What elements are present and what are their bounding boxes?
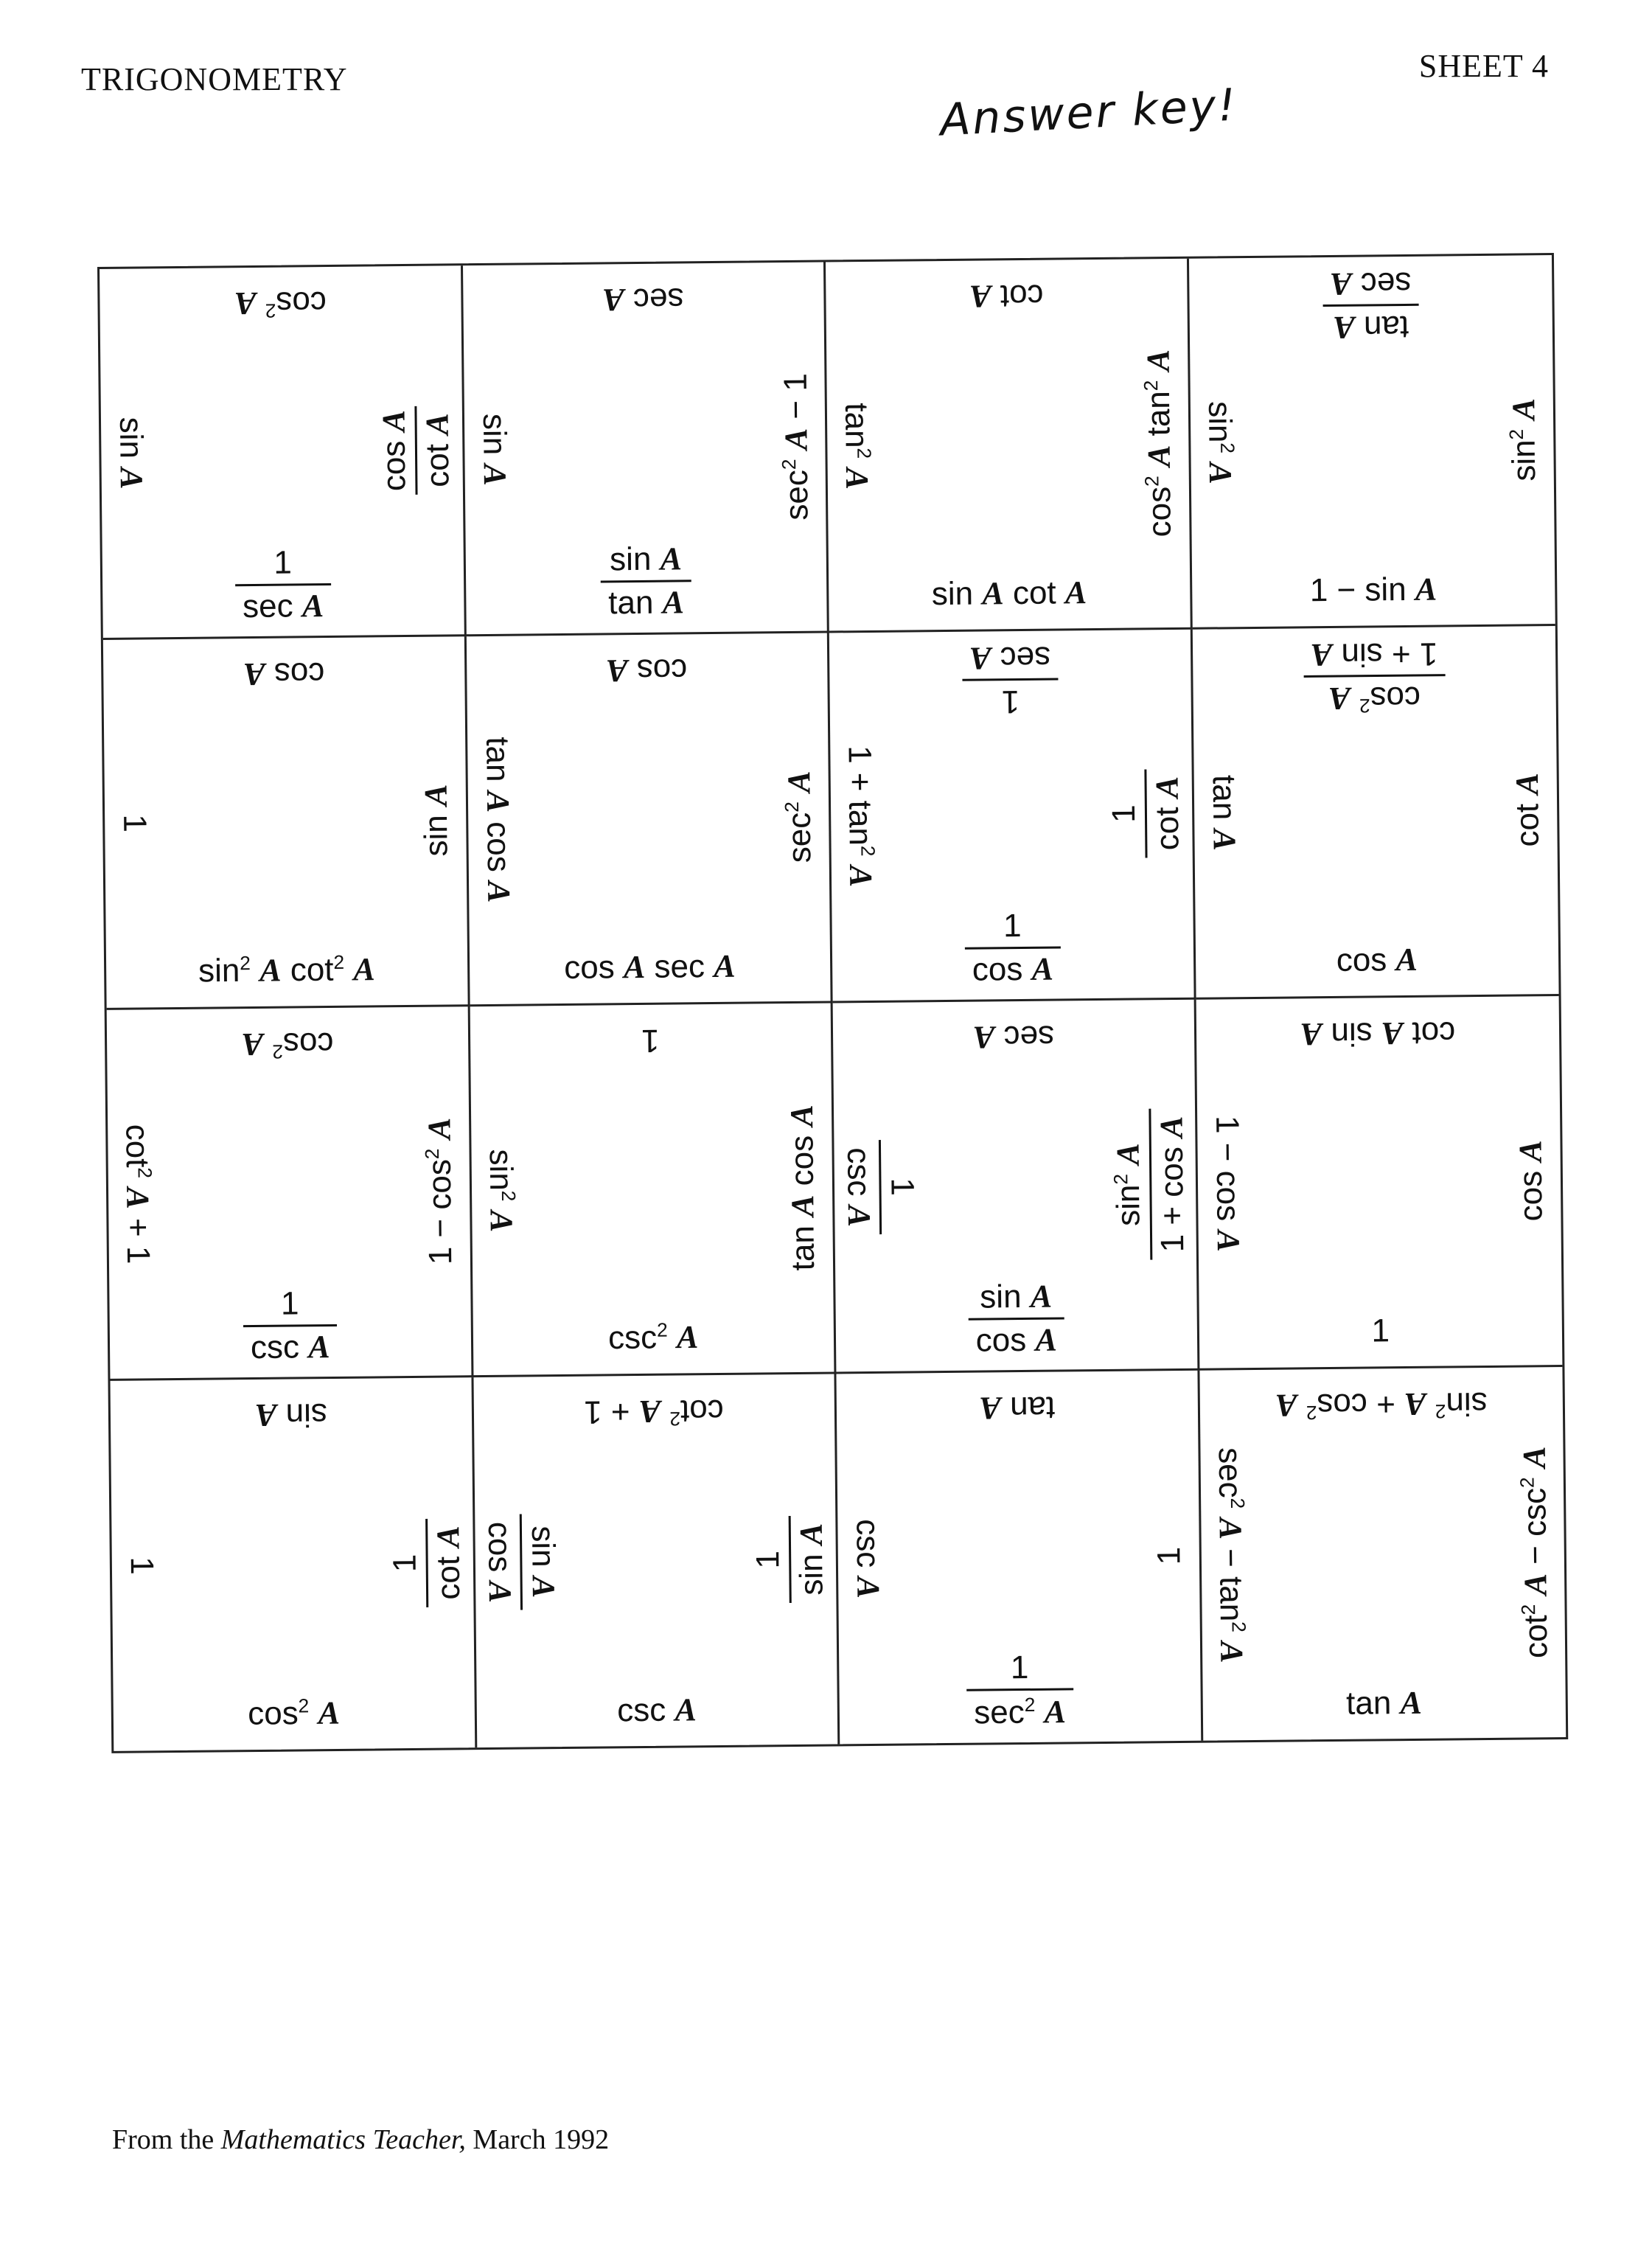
cell-right-expression bbox=[1108, 769, 1185, 858]
cell-right-expression: $\sec^2 A - 1$ bbox=[777, 372, 815, 521]
cell-left-expression: $1 + \tan^2 A$ bbox=[841, 745, 879, 888]
cell-bottom-expression: cos A sec A bbox=[563, 947, 736, 986]
cell-right-expression: $\cos^2 A$ $\tan^2 A$ bbox=[1140, 349, 1178, 538]
grid-cell bbox=[1192, 626, 1558, 1000]
fraction-denominator: cos A bbox=[968, 1317, 1064, 1357]
sheet-number: SHEET 4 bbox=[1418, 48, 1549, 84]
cell-top-expression: $\sin^2 A + \cos^2 A$ bbox=[1275, 1385, 1488, 1424]
grid-cell bbox=[836, 1370, 1202, 1744]
fraction-numerator: 1 bbox=[1010, 1649, 1029, 1686]
grid-cell bbox=[466, 633, 832, 1006]
cell-top-expression: 1 bbox=[641, 1022, 660, 1059]
cell-bottom-expression: $\sin^2 A$ $\cot^2 A$ bbox=[198, 951, 376, 989]
cell-bottom-expression: cos A bbox=[1336, 941, 1418, 978]
cell-bottom-expression bbox=[601, 540, 692, 621]
cell-bottom-expression: 1 − sin A bbox=[1309, 571, 1437, 608]
cell-top-expression: tan A bbox=[979, 1389, 1056, 1427]
fraction-numerator: 1 bbox=[1000, 683, 1020, 720]
cell-left-expression: $\sin^2 A$ bbox=[482, 1149, 520, 1233]
cell-bottom-expression: 1 bbox=[1371, 1312, 1390, 1349]
fraction-denominator: tan A bbox=[601, 580, 691, 619]
cell-left-expression: 1 bbox=[116, 814, 153, 833]
fraction-numerator: 1 bbox=[1003, 908, 1022, 945]
cell-bottom-expression bbox=[243, 1284, 338, 1366]
cell-right-expression: cot A bbox=[1508, 773, 1546, 848]
cell-right-expression: tan A cos A bbox=[783, 1104, 822, 1271]
fraction-numerator: $\sin^2 A$ bbox=[1109, 1142, 1147, 1226]
cell-right-expression: cos A bbox=[1512, 1139, 1550, 1222]
cell-top-expression: cot A bbox=[969, 277, 1044, 315]
citation-journal: Mathematics Teacher, bbox=[220, 2124, 466, 2155]
cell-right-expression bbox=[375, 402, 456, 498]
cell-left-expression: $\sin^2 A$ bbox=[1201, 400, 1238, 484]
cell-left-expression bbox=[481, 1514, 562, 1610]
grid-cell bbox=[463, 262, 829, 636]
fraction-numerator: sin A bbox=[609, 540, 683, 577]
fraction-denominator: 1 + sin A bbox=[1303, 637, 1445, 678]
cell-right-expression: $\sec^2 A$ bbox=[781, 771, 818, 863]
citation-date: March 1992 bbox=[465, 2124, 610, 2155]
fraction-numerator: 1 bbox=[273, 543, 293, 581]
cell-left-expression: csc A bbox=[849, 1518, 887, 1599]
fraction-denominator: cot A bbox=[415, 406, 455, 495]
cell-top-expression bbox=[962, 639, 1059, 720]
cell-top-expression: $\cos^2 A$ bbox=[241, 1025, 334, 1063]
grid-cell bbox=[1196, 996, 1562, 1370]
cell-left-expression: sin A bbox=[112, 417, 150, 490]
cell-right-expression: $\sin^2 A$ bbox=[1505, 397, 1543, 481]
cell-top-expression bbox=[1303, 637, 1445, 715]
answer-key-note: Answer key! bbox=[938, 79, 1239, 147]
grid-cell bbox=[473, 1374, 840, 1747]
cell-bottom-expression: csc A bbox=[617, 1691, 697, 1729]
cell-top-expression: cos A bbox=[243, 655, 325, 692]
cell-right-expression: $1 - \cos^2 A$ bbox=[421, 1117, 459, 1265]
fraction-numerator: 1 bbox=[750, 1550, 787, 1569]
fraction-numerator: 1 bbox=[386, 1554, 424, 1573]
fraction-numerator: sin A bbox=[524, 1525, 562, 1599]
cell-bottom-expression: $\cos^2 A$ bbox=[247, 1694, 341, 1733]
grid-cell bbox=[100, 265, 466, 639]
grid-cell bbox=[833, 1000, 1199, 1374]
cell-bottom-expression bbox=[234, 543, 331, 625]
grid-cell bbox=[1199, 1366, 1566, 1740]
fraction-denominator: 1 + cos A bbox=[1149, 1108, 1189, 1259]
cell-bottom-expression: sin A cot A bbox=[931, 574, 1087, 612]
cell-left-expression: $\tan^2 A$ bbox=[837, 402, 876, 490]
cell-top-expression: $\cot^2 A + 1$ bbox=[584, 1392, 725, 1430]
fraction-denominator: $\sec^2 A$ bbox=[966, 1688, 1073, 1730]
cell-right-expression: sin A bbox=[417, 784, 455, 858]
cell-left-expression: sin A bbox=[475, 413, 513, 486]
cell-left-expression: $\cot^2 A + 1$ bbox=[119, 1124, 157, 1265]
cell-bottom-expression bbox=[966, 1649, 1073, 1731]
cell-right-expression: $\cot^2 A - \csc^2 A$ bbox=[1516, 1446, 1555, 1659]
fraction-denominator: sin A bbox=[789, 1515, 829, 1602]
grid-cell bbox=[103, 636, 470, 1010]
fraction-denominator: cos A bbox=[482, 1514, 522, 1610]
fraction-denominator: csc A bbox=[243, 1323, 338, 1363]
fraction-numerator: cos A bbox=[375, 409, 413, 492]
cell-top-expression: sec A bbox=[602, 281, 684, 319]
fraction-denominator: sec A bbox=[235, 582, 332, 622]
cell-left-expression: $\sec^2 A - \tan^2 A$ bbox=[1211, 1447, 1250, 1663]
citation-prefix: From the bbox=[112, 2124, 221, 2155]
grid-cell bbox=[107, 1006, 473, 1380]
fraction-numerator: 1 bbox=[1106, 804, 1143, 824]
fraction-numerator: 1 bbox=[280, 1284, 299, 1322]
worksheet-title: TRIGONOMETRY bbox=[81, 61, 348, 97]
cell-bottom-expression bbox=[964, 910, 1061, 987]
source-citation bbox=[112, 2123, 609, 2156]
fraction-denominator: cot A bbox=[1145, 769, 1185, 858]
grid-cell bbox=[110, 1377, 476, 1751]
cell-right-expression bbox=[1110, 1108, 1189, 1260]
grid-cell bbox=[1188, 255, 1555, 629]
cell-top-expression: cos A bbox=[606, 651, 688, 689]
fraction-denominator: cos A bbox=[965, 946, 1062, 986]
cell-left-expression: 1 − cos A bbox=[1208, 1115, 1247, 1252]
cell-bottom-expression: $\csc^2 A$ bbox=[607, 1318, 699, 1356]
cell-top-expression: sec A bbox=[972, 1018, 1055, 1056]
fraction-numerator: tan A bbox=[1333, 308, 1409, 346]
fraction-denominator: csc A bbox=[842, 1140, 882, 1234]
fraction-numerator: $\cos^2 A$ bbox=[1328, 679, 1421, 717]
cell-left-expression: 1 bbox=[123, 1556, 161, 1575]
puzzle-grid bbox=[97, 253, 1568, 1753]
cell-left-expression: tan A cos A bbox=[478, 737, 517, 903]
fraction-numerator: 1 bbox=[884, 1177, 921, 1196]
cell-top-expression: $\cos^2 A$ bbox=[234, 285, 327, 322]
grid-cell bbox=[826, 259, 1192, 633]
cell-top-expression: cot A sin A bbox=[1300, 1015, 1456, 1053]
cell-right-expression bbox=[388, 1518, 465, 1607]
cell-top-expression: sin A bbox=[254, 1396, 327, 1433]
cell-bottom-expression bbox=[968, 1280, 1064, 1357]
grid-cell bbox=[470, 1003, 836, 1377]
cell-top-expression bbox=[1322, 267, 1419, 344]
cell-right-expression: 1 bbox=[1151, 1546, 1188, 1565]
fraction-denominator: sec A bbox=[1322, 267, 1419, 307]
grid-cell bbox=[829, 629, 1196, 1003]
cell-left-expression: tan A bbox=[1205, 775, 1243, 852]
cell-left-expression bbox=[842, 1139, 919, 1234]
cell-bottom-expression: tan A bbox=[1345, 1684, 1423, 1722]
fraction-denominator: cot A bbox=[425, 1518, 465, 1607]
fraction-numerator: sin A bbox=[980, 1278, 1053, 1315]
cell-right-expression bbox=[752, 1515, 829, 1603]
fraction-denominator: sec A bbox=[962, 641, 1059, 681]
